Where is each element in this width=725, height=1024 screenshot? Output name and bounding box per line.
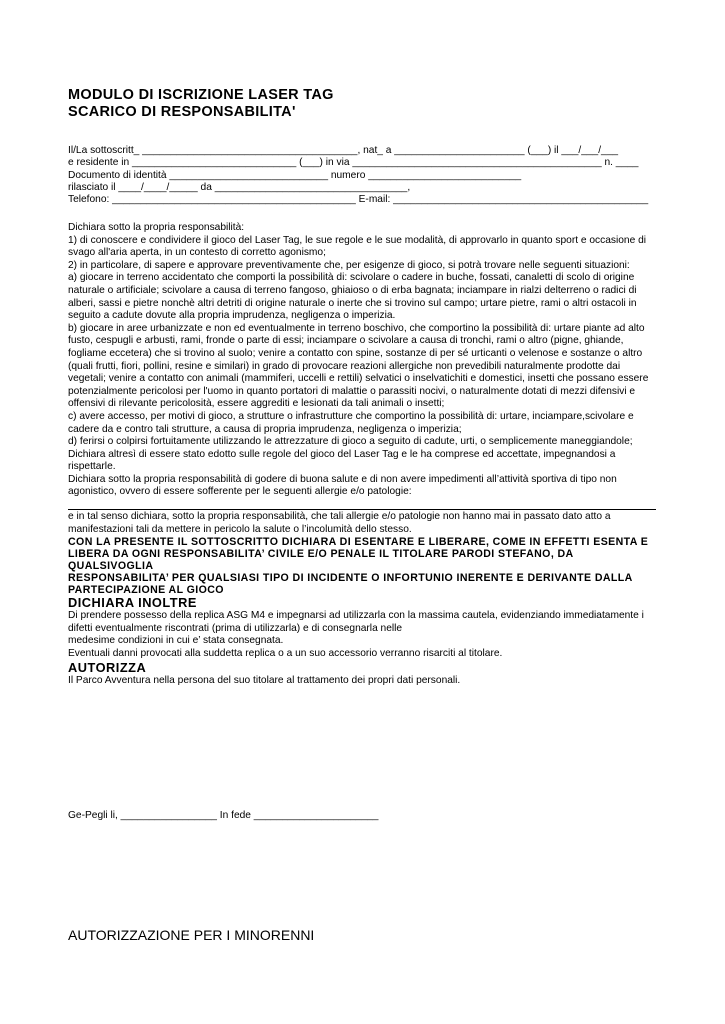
allergies-note: e in tal senso dichiara, sotto la propria responsabilità, che tali allergie e/o patologie non hanno mai in passato dato atto a manifestazioni tali da mettere in pericolo la salute o l’incolumità dello stesso. bbox=[68, 511, 611, 535]
declaration-point-a: a) giocare in terreno accidentato che comporti la possibilità di: scivolare o cadere in buche, fossati, canaletti di scolo di origine naturale o artificiale; scivolare a causa di terreno fangoso, ghiaioso o di erba bagnata; inciampare in rialzi delterreno o radici di alberi, sassi e pietre nonchè altri detriti di origine naturale o inerte che si trovino sul campo; urtare pietre, rami o altri ostacoli in seguito a cadute dovute alla propria imprudenza, negligenza o imperizia. bbox=[68, 272, 637, 322]
liability-waiver-line-2: LIBERA DA OGNI RESPONSABILITA’ CIVILE E/O PENALE IL TITOLARE PARODI STEFANO, DA QUALSIVOGLIA bbox=[68, 548, 574, 573]
field-line-residence: e residente in _____________________________ (___) in via ____________________________________________ n. ____ bbox=[68, 157, 639, 169]
liability-waiver-line-4: PARTECIPAZIONE AL GIOCO bbox=[68, 584, 224, 597]
allergies-blank-line bbox=[68, 499, 656, 510]
liability-waiver-line-1: CON LA PRESENTE IL SOTTOSCRITTO DICHIARA DI ESENTARE E LIBERARE, COME IN EFFETTI ESENTA E bbox=[68, 536, 649, 549]
replica-paragraph-1: Di prendere possesso della replica ASG M4 e impegnarsi ad utilizzarla con la massima cautela, evidenziando immediatamente i difetti eventualmente riscontrati (prima di utilizzarla) e di consegnarla nelle bbox=[68, 610, 644, 634]
health-declaration: Dichiara sotto la propria responsabilità di godere di buona salute e di non avere impedimenti all’attività sportiva di tipo non agonistico, ovvero di essere sofferente per le seguenti allergie e/o patologie: bbox=[68, 473, 617, 498]
field-line-issued: rilasciato il ____/____/_____ da __________________________________, bbox=[68, 181, 411, 193]
field-line-document: Documento di identità ____________________________ numero ___________________________ bbox=[68, 169, 522, 181]
replica-paragraph-3: Eventuali danni provocati alla suddetta replica o a un suo accessorio verranno risarciti al titolare. bbox=[68, 648, 503, 660]
minors-section-heading: AUTORIZZAZIONE PER I MINORENNI bbox=[68, 927, 315, 943]
declaration-intro: Dichiara sotto la propria responsabilità: bbox=[68, 222, 245, 233]
declaration-point-1: 1) di conoscere e condividere il gioco del Laser Tag, le sue regole e le sue modalità, di approvarlo in quanto sport e occasione di svago all'aria aperta, in un contesto di corretto agonismo; bbox=[68, 234, 647, 259]
liability-waiver-line-3: RESPONSABILITA’ PER QUALSIASI TIPO DI INCIDENTE O INFORTUNIO INERENTE E DERIVANTE DALLA bbox=[68, 572, 633, 585]
declaration-point-2: 2) in particolare, di sapere e approvare preventivamente che, per esigenze di gioco, si potrà trovare nelle seguenti situazioni: bbox=[68, 259, 630, 271]
declaration-point-c: c) avere accesso, per motivi di gioco, a strutture o infrastrutture che comportino la possibilità di: urtare, inciampare,scivolare e cadere da e contro tali strutture, a causa di propria imprudenza, negligenza o imperizia; bbox=[68, 410, 634, 435]
declaration-point-d: d) ferirsi o colpirsi fortuitamente utilizzando le attrezzature di gioco a seguito di cadute, urti, o semplicemente maneggiandole; bbox=[68, 436, 633, 448]
field-line-contacts: Telefono: ___________________________________________ E-mail: _____________________________________________ bbox=[68, 194, 649, 206]
signature-line: Ge-Pegli li, _________________ In fede ______________________ bbox=[68, 810, 379, 821]
section-heading-dichiara-inoltre: DICHIARA INOLTRE bbox=[68, 595, 197, 611]
declaration-point-b: b) giocare in aree urbanizzate e non ed eventualmente in terreno boschivo, che comportino la possibilità di: urtare piante ad alto fusto, cespugli e arbusti, rami, fronde o parte di essi; inciampare o scivolare a causa di tronchi, rami o altro (pigne, ghiande, fogliame eccetera) che si trovino al suolo; venire a contatto con spine, sostanze di per sé urticanti o velenose e sostanze o altro (quali frutti, fiori, pollini, resine e similari) in grado di provocare reazioni allergiche non prevedibili naturalmente prodotte dai vegetali; venire a contatto con animali (mammiferi, uccelli e rettili) selvatici o inselvatichiti e domestici, insetti che possano essere potenzialmente pericolosi per l'uomo in quanto portatori di malattie o parassiti nocivi, o naturalmente dotati di mezzi difensivi e offensivi di rilevante pericolosità, essere aggrediti e lesionati da tali animali o insetti; bbox=[68, 322, 649, 410]
replica-paragraph-2: medesime condizioni in cui e’ stata consegnata. bbox=[68, 635, 284, 647]
field-line-name: Il/La sottoscritt_ ______________________________________, nat_ a _______________________ (___) il ___/___/___ bbox=[68, 145, 619, 156]
document-subtitle: SCARICO DI RESPONSABILITA' bbox=[68, 104, 296, 120]
declaration-body bbox=[68, 222, 658, 687]
privacy-authorization: Il Parco Avventura nella persona del suo titolare al trattamento dei propri dati personali. bbox=[68, 674, 461, 686]
document-title: MODULO DI ISCRIZIONE LASER TAG bbox=[68, 87, 334, 103]
personal-data-fields bbox=[68, 145, 658, 206]
section-heading-autorizza: AUTORIZZA bbox=[68, 659, 147, 675]
rules-acknowledgement: Dichiara altresì di essere stato edotto sulle regole del gioco del Laser Tag e le ha comprese ed accettate, impegnandosi a rispettarle. bbox=[68, 448, 616, 473]
